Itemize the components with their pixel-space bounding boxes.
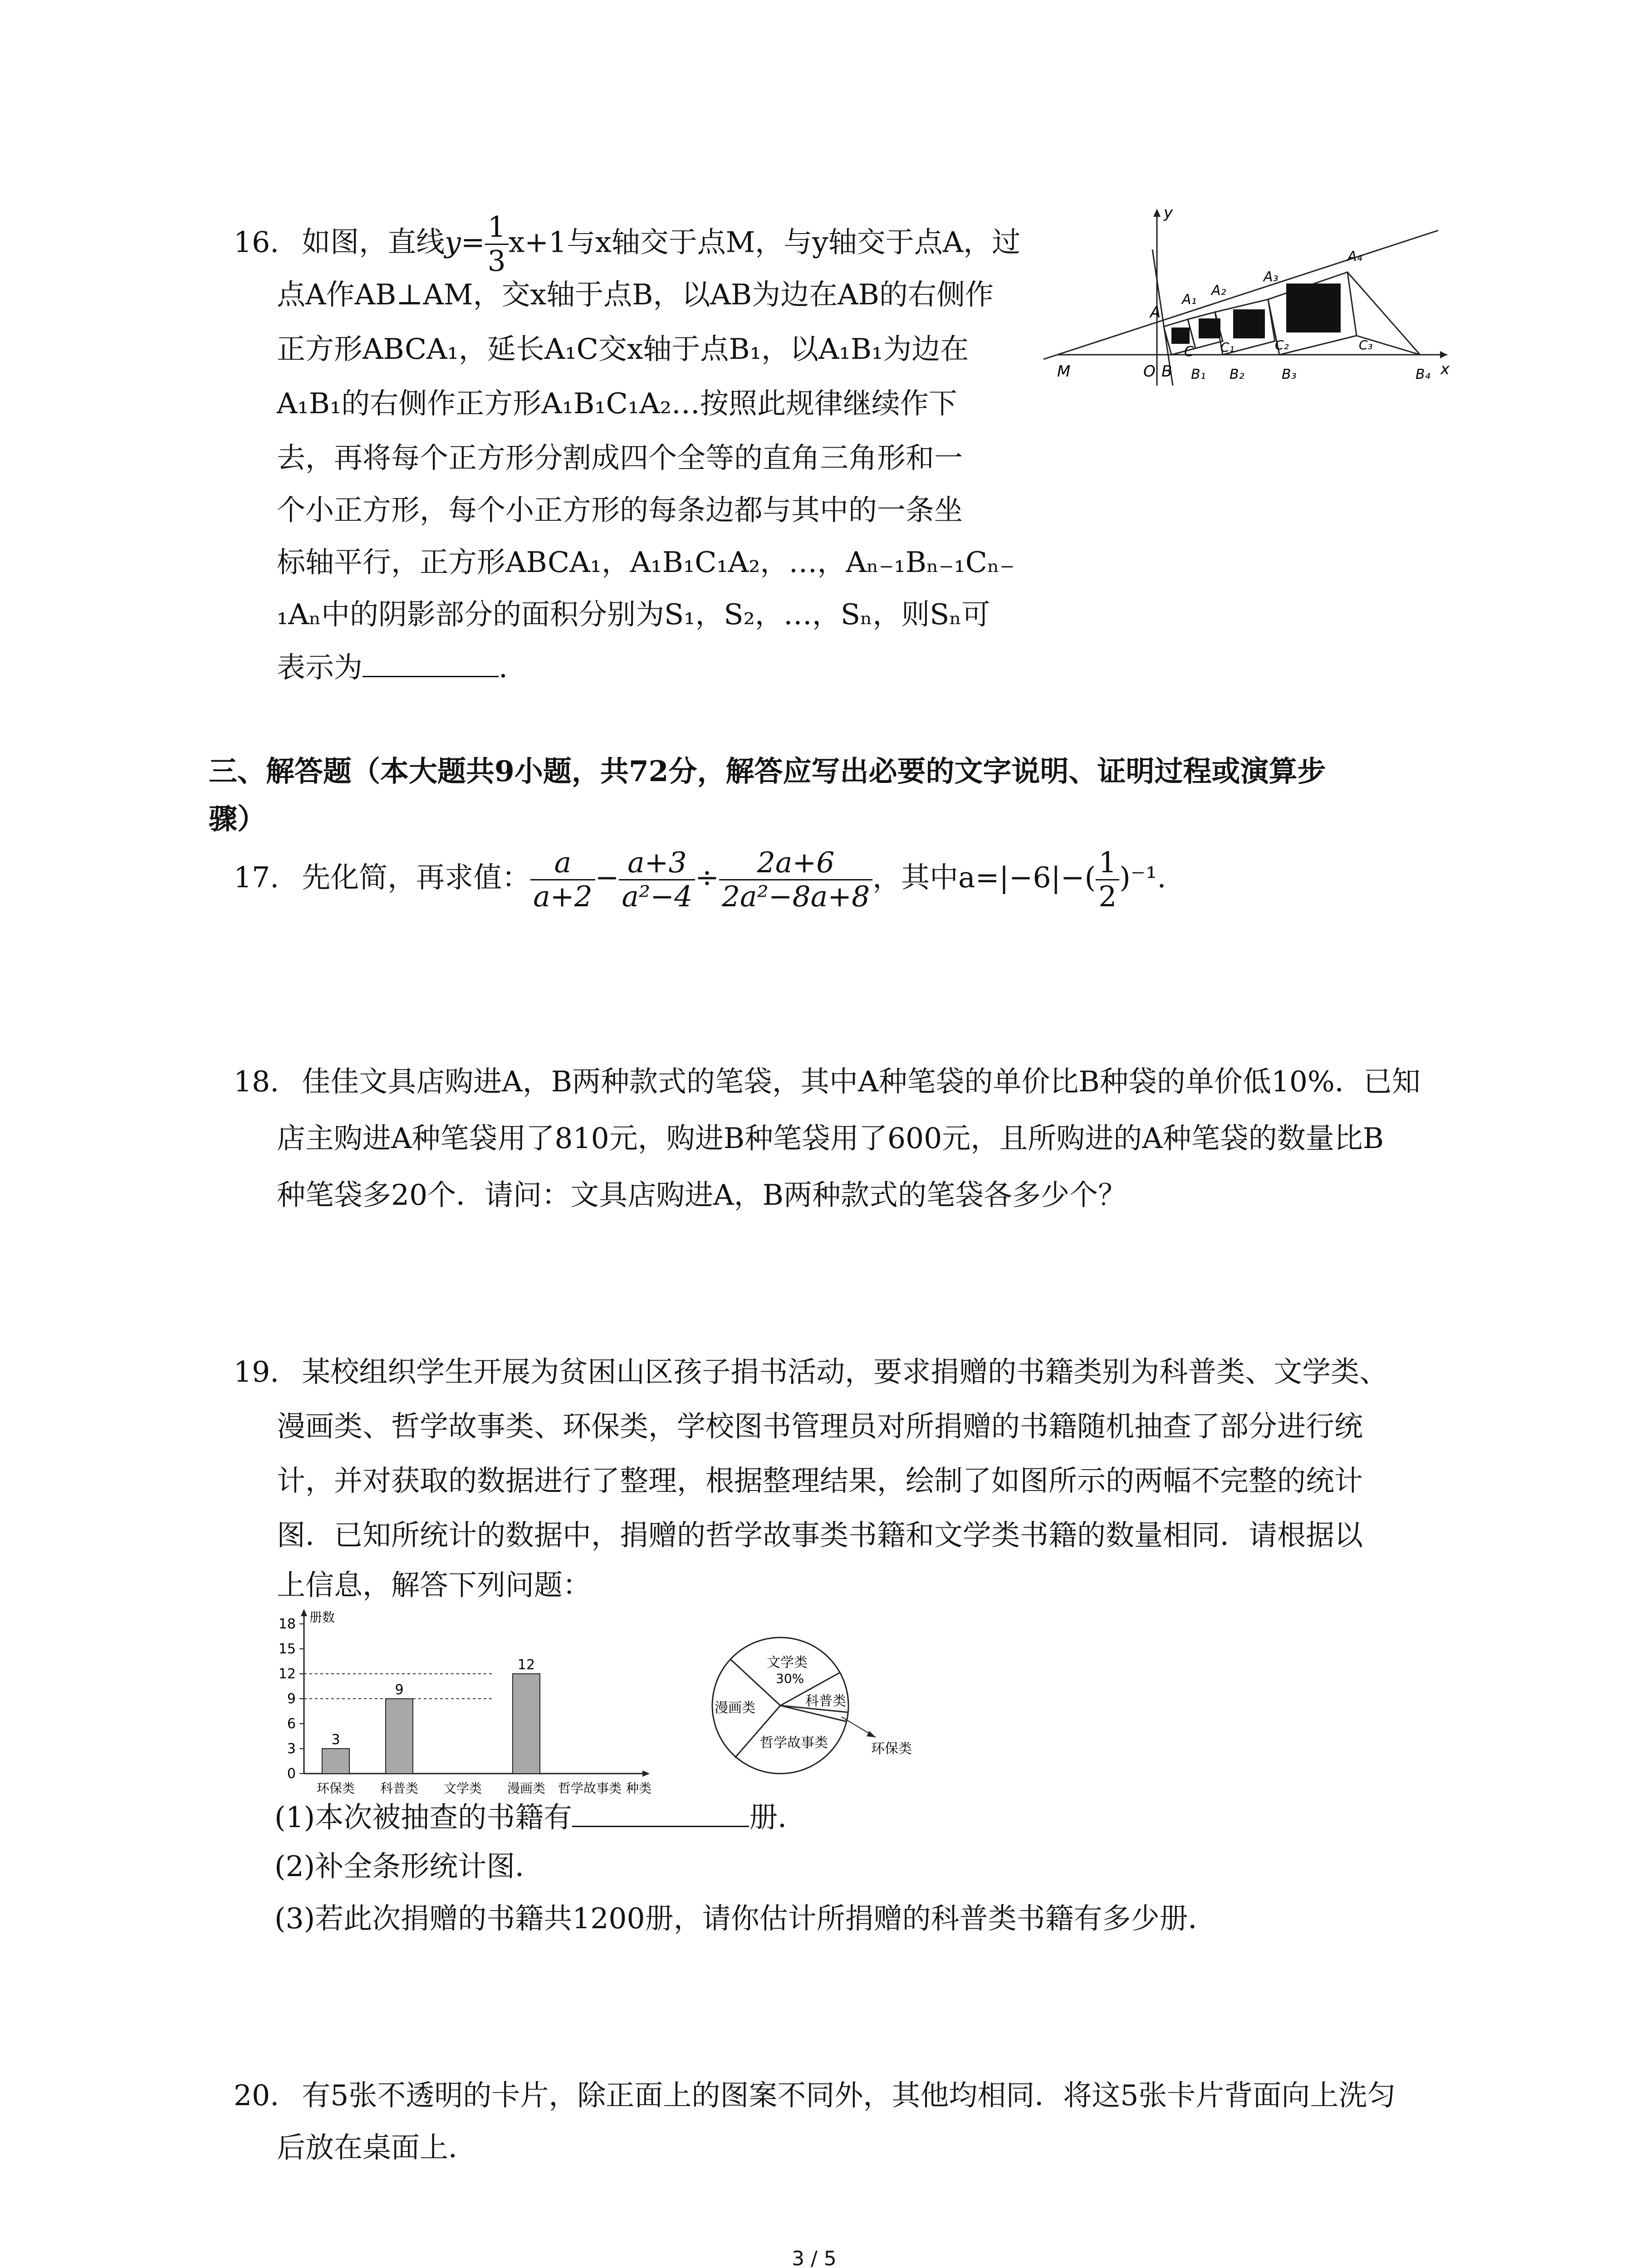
label-b1: B₁	[1191, 367, 1206, 382]
category-label: 哲学故事类	[558, 1781, 622, 1796]
q16-line7: 标轴平行，正方形ABCA₁，A₁B₁C₁A₂，…，Aₙ₋₁Bₙ₋₁Cₙ₋	[277, 546, 1015, 579]
shaded-square-3	[1233, 309, 1265, 338]
q19-line1	[234, 1349, 1388, 1395]
q17-frac2-num: a+3	[619, 846, 695, 880]
bar	[386, 1699, 413, 1774]
q20-text-1: 有5张不透明的卡片，除正面上的图案不同外，其他均相同．将这5张卡片背面向上洗匀	[302, 2079, 1396, 2112]
q16-line1	[234, 211, 1020, 278]
q19-line5: 上信息，解答下列问题：	[277, 1569, 591, 1602]
q18-line1	[234, 1059, 1421, 1105]
category-label: 文学类	[443, 1781, 482, 1796]
shaded-square-1	[1171, 327, 1190, 344]
q17-frac3-num: 2a+6	[719, 846, 872, 880]
y-tick-label: 6	[287, 1716, 296, 1732]
q16-fraction	[485, 211, 509, 278]
q19-line2: 漫画类、哲学故事类、环保类，学校图书管理员对所捐赠的书籍随机抽查了部分进行统	[277, 1410, 1363, 1443]
bar-data-label: 9	[395, 1682, 404, 1698]
x-axis-arrow	[642, 1770, 650, 1777]
q17-frac4-den: 2	[1098, 880, 1117, 913]
label-c3: C₃	[1359, 337, 1373, 352]
q16-text-1a: 如图，直线	[302, 225, 445, 259]
label-a4: A₄	[1347, 249, 1362, 264]
section3-heading-1: 三、解答题（本大题共9小题，共72分，解答应写出必要的文字说明、证明过程或演算步	[209, 754, 1326, 788]
q16-line2: 点A作AB⊥AM，交x轴于点B，以AB为边在AB的右侧作	[277, 278, 994, 311]
y-tick-label: 15	[278, 1641, 296, 1657]
q17-mid: ，其中a=|−6|−(	[872, 861, 1096, 894]
bar	[322, 1749, 349, 1774]
q17-frac-3	[719, 846, 872, 914]
q17-frac-4	[1096, 846, 1119, 914]
q18-number: 18.	[234, 1065, 279, 1098]
bar	[513, 1674, 540, 1774]
q19-part3: (3)若此次捐赠的书籍共1200册，请你估计所捐赠的科普类书籍有多少册．	[274, 1902, 1217, 1935]
label-c1: C₁	[1220, 340, 1234, 355]
pie-label-wenxue-pct: 30%	[776, 1671, 804, 1686]
q17-frac-2	[619, 846, 695, 914]
extension-line	[1347, 272, 1420, 355]
q16-frac-den: 3	[487, 244, 506, 278]
label-b4: B₄	[1416, 367, 1430, 382]
y-tick-label: 3	[287, 1741, 296, 1757]
y-tick-label: 9	[287, 1691, 296, 1707]
q16-line9	[277, 644, 508, 690]
category-label: 环保类	[316, 1781, 355, 1796]
q19-line4: 图．已知所统计的数据中，捐赠的哲学故事类书籍和文学类书籍的数量相同．请根据以	[277, 1519, 1363, 1552]
label-a: A	[1150, 303, 1161, 322]
q16-figure	[1039, 200, 1456, 390]
y-axis-arrow	[1153, 209, 1161, 217]
label-a3: A₃	[1264, 269, 1279, 285]
q20-number: 20.	[234, 2079, 279, 2112]
q16-answer-blank[interactable]	[362, 644, 499, 677]
x-axis-label: 种类	[626, 1781, 652, 1796]
label-b: B	[1161, 362, 1172, 381]
category-label: 漫画类	[507, 1781, 546, 1796]
q20-line1	[234, 2073, 1396, 2118]
pie-label-manhua: 漫画类	[715, 1700, 755, 1716]
q19-line3: 计，并对获取的数据进行了整理，根据整理结果，绘制了如图所示的两幅不完整的统计	[277, 1464, 1363, 1497]
q16-text-9-end: .	[499, 651, 508, 684]
label-b2: B₂	[1230, 367, 1244, 382]
pie-leader-arrow	[867, 1731, 876, 1737]
y-axis-label: 册数	[309, 1610, 335, 1625]
label-c2: C₂	[1275, 337, 1289, 352]
label-c: C	[1184, 344, 1194, 360]
x-axis-arrow	[1440, 351, 1447, 358]
q16-line5: 去，再将每个正方形分割成四个全等的直角三角形和一	[277, 441, 963, 474]
label-a1: A₁	[1182, 292, 1197, 308]
q16-frac-num: 1	[485, 211, 509, 245]
q17-minus: −	[595, 861, 619, 894]
q19-part1-blank[interactable]	[572, 1794, 749, 1827]
bar-data-label: 12	[517, 1657, 535, 1673]
q17-frac4-num: 1	[1096, 846, 1119, 880]
section3-heading-2: 骤）	[209, 802, 266, 836]
q16-line8: ₁Aₙ中的阴影部分的面积分别为S₁，S₂，…，Sₙ，则Sₙ可	[277, 598, 990, 631]
q19-part1	[274, 1794, 806, 1840]
q20-line2: 后放在桌面上．	[277, 2131, 477, 2164]
label-a2: A₂	[1211, 283, 1226, 298]
q17-frac2-den: a²−4	[622, 880, 693, 913]
shaded-square-2	[1199, 318, 1220, 338]
q17-divide: ÷	[695, 861, 719, 894]
q16-line6: 个小正方形，每个小正方形的每条边都与其中的一条坐	[277, 494, 963, 527]
q19-text-1: 某校组织学生开展为贫困山区孩子捐书活动，要求捐赠的书籍类别为科普类、文学类、	[302, 1355, 1388, 1388]
label-y: y	[1164, 204, 1173, 222]
q17-frac1-num: a	[530, 846, 595, 880]
y-tick-label: 18	[278, 1616, 296, 1632]
page-number: 3 / 5	[792, 2247, 837, 2268]
q19-part2: (2)补全条形统计图．	[274, 1850, 544, 1883]
q16-number: 16.	[234, 225, 279, 259]
shaded-square-4	[1286, 284, 1341, 332]
label-x: x	[1440, 360, 1450, 378]
q16-line4: A₁B₁的右侧作正方形A₁B₁C₁A₂…按照此规律继续作下	[277, 387, 957, 420]
q19-part1-end: 册．	[749, 1801, 807, 1834]
pie-label-wenxue: 文学类	[767, 1655, 808, 1671]
line-am	[1043, 230, 1438, 359]
bar-chart	[254, 1608, 690, 1799]
q17-pre: 先化简，再求值：	[302, 861, 531, 894]
q17-frac1-den: a+2	[533, 880, 593, 913]
label-o: O	[1143, 362, 1156, 381]
q17-number: 17.	[234, 861, 279, 894]
q18-text-1: 佳佳文具店购进A，B两种款式的笔袋，其中A种笔袋的单价比B种袋的单价低10%．已知	[302, 1065, 1421, 1098]
pie-chart	[690, 1624, 926, 1787]
q16-text-9: 表示为	[277, 651, 362, 684]
q18-line3: 种笔袋多20个．请问：文具店购进A，B两种款式的笔袋各多少个？	[277, 1178, 1127, 1212]
q17-line	[234, 841, 1166, 914]
q16-text-1b: x+1与x轴交于点M，与y轴交于点A，过	[508, 225, 1021, 259]
q19-number: 19.	[234, 1355, 279, 1388]
y-axis-arrow	[301, 1609, 307, 1616]
bar-data-label: 3	[331, 1732, 340, 1748]
y-tick-label: 0	[287, 1766, 296, 1782]
label-b3: B₃	[1282, 367, 1297, 382]
pie-label-zhexue: 哲学故事类	[760, 1735, 828, 1751]
q17-frac3-den: 2a²−8a+8	[721, 880, 870, 913]
y-tick-label: 12	[278, 1666, 296, 1682]
q16-eq-y: y=	[445, 225, 485, 259]
label-m: M	[1057, 362, 1071, 381]
q19-part1-text: (1)本次被抽查的书籍有	[274, 1801, 573, 1834]
pie-label-huanbao: 环保类	[871, 1741, 912, 1757]
q17-post: )⁻¹.	[1119, 861, 1166, 894]
pie-label-kepu: 科普类	[805, 1693, 846, 1709]
q17-frac-1	[530, 846, 595, 914]
q16-line3: 正方形ABCA₁，延长A₁C交x轴于点B₁，以A₁B₁为边在	[277, 332, 969, 366]
q18-line2: 店主购进A种笔袋用了810元，购进B种笔袋用了600元，且所购进的A种笔袋的数量比B	[277, 1122, 1384, 1155]
category-label: 科普类	[380, 1781, 419, 1796]
